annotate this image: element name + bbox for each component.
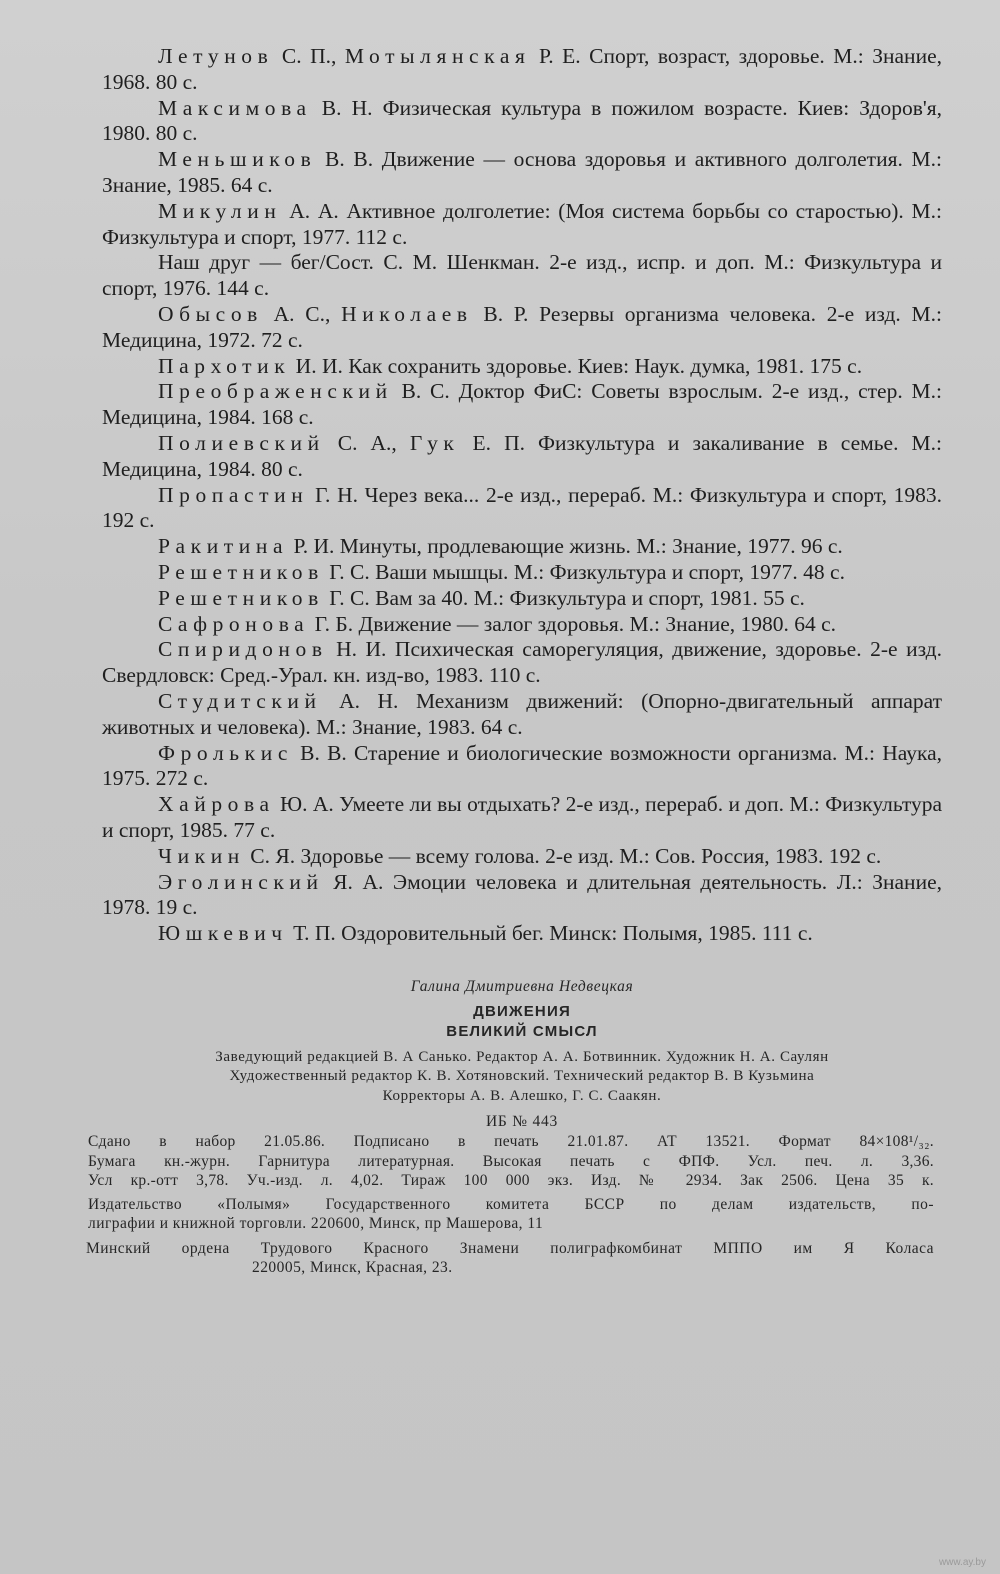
publisher-line: Издательство «Полымя» Государственного комитета БССР по делам издательств, по- [88,1195,934,1213]
printer-line: Минский ордена Трудового Красного Знамени полиграфкомбинат МППО им Я Коласа [86,1239,934,1257]
bib-author: Решетников [158,585,324,610]
bib-text: Наш друг — бег/Сост. С. М. Шенкман. 2-е изд., испр. и доп. М.: Физкультура и спорт, 1976. 144 с. [102,250,942,301]
bib-author: Микулин [158,198,282,223]
colophon [86,977,942,1278]
bib-author: Чикин [158,843,245,868]
bib-author: Обысов [158,301,263,326]
publisher-line: лиграфии и книжной торговли. 220600, Минск, пр Машерова, 11 [88,1215,544,1233]
bib-entry [102,921,942,947]
bib-text: А. Н. Механизм движений: (Опорно-двигательный аппарат животных и человека). М.: Знание, 1983. 64 с. [102,688,942,739]
bib-entry [102,431,942,483]
bib-entry [102,250,942,302]
print-specs-line: Усл кр.-отт 3,78. Уч.-изд. л. 4,02. Тираж 100 000 экз. Изд. № 2934. Зак 2506. Цена 35 к. [88,1172,934,1190]
credits-line: Художественный редактор К. В. Хотяновский. Технический редактор В. В Кузьмина [229,1068,815,1085]
bib-author: Пархотик [158,353,291,378]
bib-author: Ракитина [158,534,289,559]
bib-author: Летунов [158,44,274,68]
bib-text: Ю. А. Умеете ли вы отдыхать? 2-е изд., перераб. и доп. М.: Физкультура и спорт, 1985. 77 с. [102,792,942,842]
bib-text: А. С., [262,301,342,326]
colophon-author: Галина Дмитриевна Недвецкая [410,977,634,995]
print-specs-line: Бумага кн.-журн. Гарнитура литературная. Высокая печать с ФПФ. Усл. печ. л. 3,36. [88,1152,934,1170]
bib-author: Фролькис [158,740,293,765]
bib-entry [102,147,942,199]
printer-line: 220005, Минск, Красная, 23. [252,1259,453,1277]
bib-text: В. В. Движение — основа здоровья и активного долголетия. М.: Знание, 1985. 64 с. [102,147,942,197]
bib-text: В. Н. Физическая культура в пожилом возрасте. Киев: Здоров'я, 1980. 80 с. [102,95,942,146]
bib-text: Я. А. Эмоции человека и длительная деятельность. Л.: Знание, 1978. 19 с. [102,869,942,920]
bib-text: Е. П. Физкультура и закаливание в семье. М.: Медицина, 1984. 80 с. [102,430,942,481]
bib-text: С. П., [273,44,345,68]
bib-entry [102,354,942,380]
bib-entry [102,741,942,793]
bib-text: С. Я. Здоровье — всему голова. 2-е изд. М.: Сов. Россия, 1983. 192 с. [244,843,882,868]
book-title-line-2: ВЕЛИКИЙ СМЫСЛ [446,1022,598,1040]
print-specs-line: Сдано в набор 21.05.86. Подписано в печать 21.01.87. АТ 13521. Формат 84×108¹/₃₂. [88,1133,934,1151]
bib-entry [102,534,942,560]
bib-entry [102,560,942,586]
bib-text: Р. И. Минуты, продлевающие жизнь. М.: Знание, 1977. 96 с. [288,534,843,559]
bib-author: Хайрова [158,792,275,817]
credits-line: Заведующий редакцией В. А Санько. Редактор А. А. Ботвинник. Художник Н. А. Саулян [215,1048,829,1065]
bib-author: Гук [409,430,460,455]
bib-text: Т. П. Оздоровительный бег. Минск: Полымя, 1985. 111 с. [287,921,813,946]
bib-entry [102,199,942,251]
bib-text: В. В. Старение и биологические возможности организма. М.: Наука, 1975. 272 с. [102,740,942,791]
bib-author: Пропастин [158,482,309,507]
bibliography-list [102,44,942,947]
bib-entry [102,637,942,689]
bib-entry [102,612,942,638]
bib-author: Юшкевич [158,921,288,946]
bib-text: Г. Н. Через века... 2-е изд., перераб. М.: Физкультура и спорт, 1983. 192 с. [102,482,942,533]
credits-line: Корректоры А. В. Алешко, Г. С. Саакян. [382,1087,662,1104]
bib-text: А. А. Активное долголетие: (Моя система борьбы со старостью). М.: Физкультура и спорт, 1977. 112 с. [102,198,942,249]
bib-entry [102,689,942,741]
bib-author: Меньшиков [158,147,317,172]
bib-text: В. Р. Резервы организма человека. 2-е изд. М.: Медицина, 1972. 72 с. [102,301,942,352]
bib-entry [102,844,942,870]
bib-text: И. И. Как сохранить здоровье. Киев: Наук. думка, 1981. 175 с. [290,353,863,378]
print-specs [88,1132,934,1191]
ib-number: ИБ № 443 [485,1113,559,1131]
bib-entry [102,302,942,354]
bib-entry [102,96,942,148]
bib-author: Эголинский [158,869,324,894]
bib-author: Спиридонов [158,637,328,662]
printer-info [86,1239,942,1278]
bib-entry [102,379,942,431]
bib-text: Н. И. Психическая саморегуляция, движение, здоровье. 2-е изд. Свердловск: Сред.-Урал. кн. изд-во, 1983. 110 с. [102,637,942,688]
bib-author: Сафронова [158,611,310,636]
bib-author: Преображенский [158,379,393,404]
bib-text: В. С. Доктор ФиС: Советы взрослым. 2-е изд., стер. М.: Медицина, 1984. 168 с. [102,379,942,430]
bib-text: Р. Е. Спорт, возраст, здоровье. М.: Знание, 1968. 80 с. [102,44,942,94]
bib-text: Г. С. Вам за 40. М.: Физкультура и спорт, 1981. 55 с. [323,585,805,610]
bib-author: Полиевский [158,430,325,455]
book-title-line-1: ДВИЖЕНИЯ [473,1002,571,1020]
colophon-credits [102,1048,942,1107]
bib-entry [102,586,942,612]
bib-text: Г. С. Ваши мышцы. М.: Физкультура и спорт, 1977. 48 с. [323,559,845,584]
bib-entry [102,792,942,844]
watermark: www.ay.by [938,1557,986,1568]
publisher-info [88,1195,934,1234]
bib-author: Решетников [158,559,324,584]
bib-text: С. А., [324,430,410,455]
bib-entry [102,44,942,96]
bib-author: Студитский [158,688,322,713]
bib-text: Г. Б. Движение — залог здоровья. М.: Знание, 1980. 64 с. [309,611,837,636]
bib-author: Мотылянская [344,44,531,68]
bib-entry [102,870,942,922]
bib-author: Максимова [158,95,312,120]
bib-entry [102,483,942,535]
bib-author: Николаев [341,301,473,326]
